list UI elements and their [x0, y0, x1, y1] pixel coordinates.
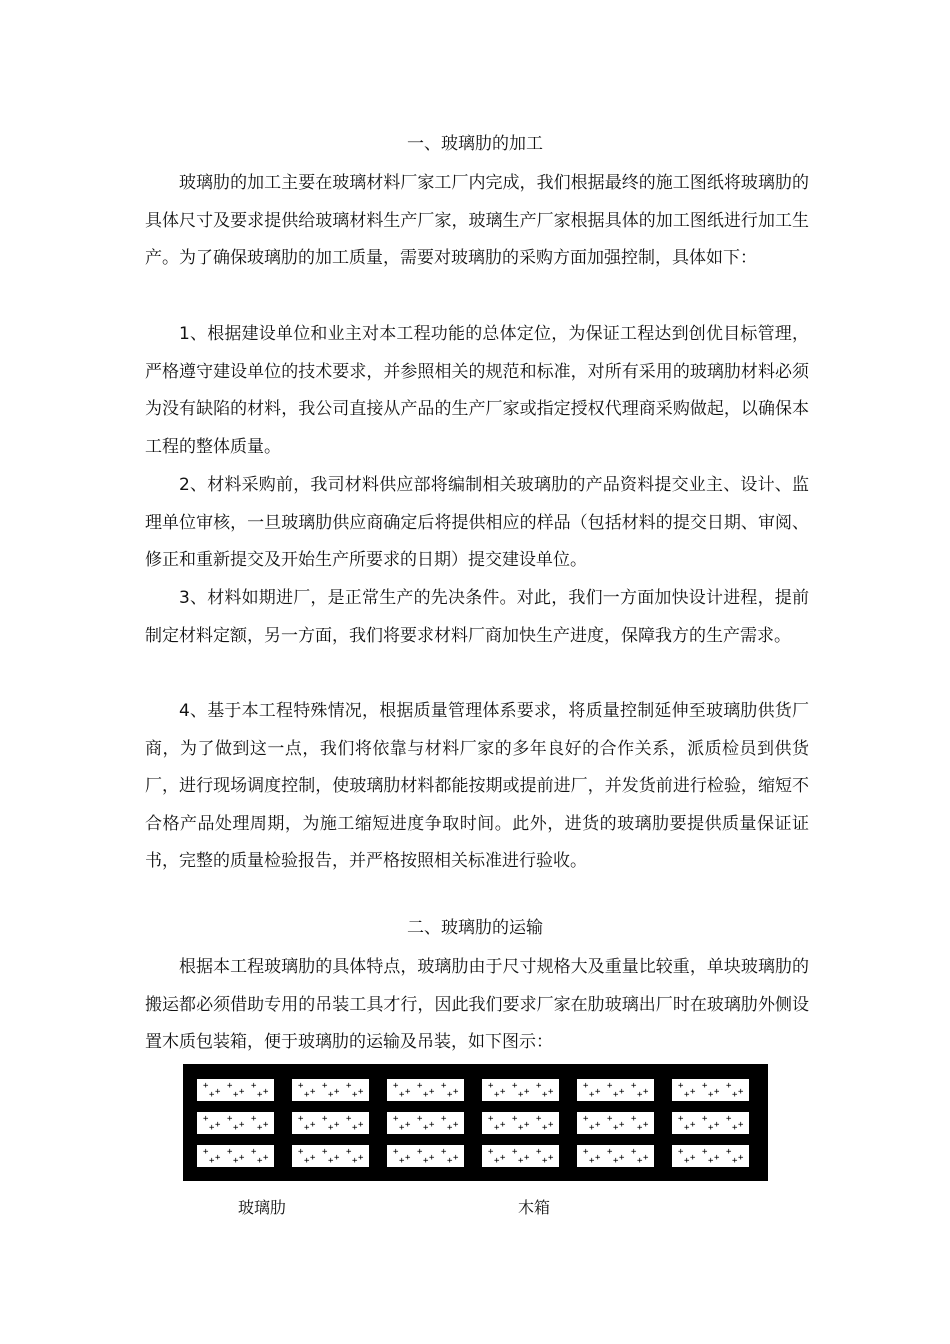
crate-texture-mark: + — [637, 1156, 643, 1166]
glass-fin-crate — [672, 1112, 749, 1134]
crate-texture-mark: + — [643, 1087, 649, 1097]
crate-texture-mark: + — [346, 1147, 352, 1157]
crate-texture-mark: + — [227, 1114, 233, 1124]
crate-texture-mark: + — [684, 1156, 690, 1166]
crate-texture-mark: + — [441, 1114, 447, 1124]
paragraph-item-1: 1、根据建设单位和业主对本工程功能的总体定位，为保证工程达到创优目标管理，严格遵守建设单位的技术要求，并参照相关的规范和标准，对所有采用的玻璃肋材料必须为没有缺陷的材料，我公司直接从产品的生产厂家或指定授权代理商采购做起，以确保本工程的整体质量。 — [145, 324, 809, 457]
crate-texture-mark: + — [738, 1120, 744, 1130]
crate-texture-mark: + — [358, 1153, 364, 1163]
crate-texture-mark: + — [405, 1120, 411, 1130]
crate-texture-mark: + — [417, 1147, 423, 1157]
crate-texture-mark: + — [352, 1156, 358, 1166]
crate-texture-mark: + — [429, 1087, 435, 1097]
crate-texture-mark: + — [239, 1087, 245, 1097]
crate-texture-mark: + — [328, 1123, 334, 1133]
crate-texture-mark: + — [334, 1120, 340, 1130]
crate-texture-mark: + — [613, 1090, 619, 1100]
crate-texture-mark: + — [239, 1153, 245, 1163]
crate-texture-mark: + — [607, 1147, 613, 1157]
crate-texture-mark: + — [257, 1123, 263, 1133]
crate-texture-mark: + — [209, 1156, 215, 1166]
crate-texture-mark: + — [304, 1156, 310, 1166]
crate-texture-mark: + — [643, 1120, 649, 1130]
glass-fin-crate — [387, 1079, 464, 1101]
glass-fin-crate — [387, 1112, 464, 1134]
crate-texture-mark: + — [298, 1081, 304, 1091]
crate-texture-mark: + — [702, 1114, 708, 1124]
crate-texture-mark: + — [708, 1090, 714, 1100]
crate-texture-mark: + — [304, 1090, 310, 1100]
crate-texture-mark: + — [684, 1123, 690, 1133]
crate-texture-mark: + — [702, 1081, 708, 1091]
crate-texture-mark: + — [399, 1156, 405, 1166]
crate-texture-mark: + — [233, 1123, 239, 1133]
crate-texture-mark: + — [595, 1153, 601, 1163]
crate-texture-mark: + — [738, 1153, 744, 1163]
crate-texture-mark: + — [583, 1147, 589, 1157]
crate-texture-mark: + — [298, 1147, 304, 1157]
crate-texture-mark: + — [542, 1090, 548, 1100]
crate-texture-mark: + — [726, 1114, 732, 1124]
crate-texture-mark: + — [310, 1087, 316, 1097]
crate-texture-mark: + — [542, 1156, 548, 1166]
crate-texture-mark: + — [358, 1087, 364, 1097]
crate-texture-mark: + — [322, 1114, 328, 1124]
crate-texture-mark: + — [358, 1120, 364, 1130]
crate-texture-mark: + — [548, 1087, 554, 1097]
crate-texture-mark: + — [429, 1120, 435, 1130]
crate-texture-mark: + — [583, 1081, 589, 1091]
crate-texture-mark: + — [690, 1087, 696, 1097]
glass-fin-crate — [577, 1145, 654, 1167]
crate-texture-mark: + — [417, 1114, 423, 1124]
crate-texture-mark: + — [678, 1147, 684, 1157]
crate-texture-mark: + — [613, 1156, 619, 1166]
crate-texture-mark: + — [203, 1081, 209, 1091]
crate-texture-mark: + — [708, 1123, 714, 1133]
crate-texture-mark: + — [393, 1147, 399, 1157]
crate-texture-mark: + — [726, 1081, 732, 1091]
crate-texture-mark: + — [203, 1147, 209, 1157]
crate-texture-mark: + — [488, 1081, 494, 1091]
crate-texture-mark: + — [346, 1114, 352, 1124]
crate-texture-mark: + — [334, 1153, 340, 1163]
crate-texture-mark: + — [678, 1114, 684, 1124]
paragraph-item-3: 3、材料如期进厂，是正常生产的先决条件。对此，我们一方面加快设计进程，提前制定材料定额，另一方面，我们将要求材料厂商加快生产进度，保障我方的生产需求。 — [145, 588, 809, 646]
crate-texture-mark: + — [405, 1087, 411, 1097]
crate-texture-mark: + — [215, 1153, 221, 1163]
crate-texture-mark: + — [708, 1156, 714, 1166]
glass-fin-crate — [292, 1112, 369, 1134]
glass-fin-crate — [482, 1145, 559, 1167]
crate-texture-mark: + — [488, 1147, 494, 1157]
glass-fin-crate — [292, 1079, 369, 1101]
crate-texture-mark: + — [524, 1087, 530, 1097]
crate-texture-mark: + — [310, 1153, 316, 1163]
crate-texture-mark: + — [500, 1120, 506, 1130]
crate-texture-mark: + — [203, 1114, 209, 1124]
crate-texture-mark: + — [595, 1120, 601, 1130]
crate-texture-mark: + — [263, 1087, 269, 1097]
crate-texture-mark: + — [453, 1087, 459, 1097]
crate-texture-mark: + — [619, 1153, 625, 1163]
crate-texture-mark: + — [732, 1156, 738, 1166]
crate-texture-mark: + — [494, 1156, 500, 1166]
crate-texture-mark: + — [732, 1123, 738, 1133]
crate-texture-mark: + — [690, 1153, 696, 1163]
glass-fin-crate — [197, 1112, 274, 1134]
crate-texture-mark: + — [251, 1081, 257, 1091]
crate-texture-mark: + — [423, 1090, 429, 1100]
crate-texture-mark: + — [251, 1114, 257, 1124]
crate-texture-mark: + — [447, 1123, 453, 1133]
wooden-crate-figure — [183, 1064, 768, 1181]
crate-texture-mark: + — [512, 1147, 518, 1157]
crate-texture-mark: + — [239, 1120, 245, 1130]
crate-texture-mark: + — [589, 1156, 595, 1166]
crate-texture-mark: + — [643, 1153, 649, 1163]
crate-texture-mark: + — [726, 1147, 732, 1157]
crate-texture-mark: + — [322, 1081, 328, 1091]
crate-texture-mark: + — [518, 1090, 524, 1100]
crate-texture-mark: + — [738, 1087, 744, 1097]
crate-texture-mark: + — [423, 1123, 429, 1133]
crate-texture-mark: + — [263, 1120, 269, 1130]
glass-fin-crate — [577, 1112, 654, 1134]
crate-texture-mark: + — [714, 1087, 720, 1097]
crate-texture-mark: + — [346, 1081, 352, 1091]
crate-texture-mark: + — [619, 1087, 625, 1097]
crate-texture-mark: + — [215, 1087, 221, 1097]
crate-texture-mark: + — [494, 1090, 500, 1100]
glass-fin-crate — [197, 1079, 274, 1101]
crate-texture-mark: + — [678, 1081, 684, 1091]
crate-texture-mark: + — [595, 1087, 601, 1097]
crate-texture-mark: + — [453, 1120, 459, 1130]
crate-texture-mark: + — [607, 1081, 613, 1091]
paragraph-intro: 玻璃肋的加工主要在玻璃材料厂家工厂内完成，我们根据最终的施工图纸将玻璃肋的具体尺寸及要求提供给玻璃材料生产厂家，玻璃生产厂家根据具体的加工图纸进行加工生产。为了确保玻璃肋的加工质量，需要对玻璃肋的采购方面加强控制，具体如下： — [145, 173, 809, 269]
crate-texture-mark: + — [589, 1090, 595, 1100]
crate-texture-mark: + — [512, 1114, 518, 1124]
crate-texture-mark: + — [631, 1147, 637, 1157]
crate-texture-mark: + — [500, 1153, 506, 1163]
crate-texture-mark: + — [352, 1123, 358, 1133]
crate-texture-mark: + — [310, 1120, 316, 1130]
crate-texture-mark: + — [263, 1153, 269, 1163]
crate-texture-mark: + — [399, 1123, 405, 1133]
crate-texture-mark: + — [417, 1081, 423, 1091]
paragraph-item-2: 2、材料采购前，我司材料供应部将编制相关玻璃肋的产品资料提交业主、设计、监理单位审核，一旦玻璃肋供应商确定后将提供相应的样品（包括材料的提交日期、审阅、修正和重新提交及开始生产所要求的日期）提交建设单位。 — [145, 475, 809, 571]
crate-texture-mark: + — [304, 1123, 310, 1133]
glass-fin-crate — [672, 1079, 749, 1101]
crate-texture-mark: + — [429, 1153, 435, 1163]
crate-texture-mark: + — [536, 1081, 542, 1091]
crate-texture-mark: + — [536, 1114, 542, 1124]
crate-texture-mark: + — [488, 1114, 494, 1124]
glass-fin-crate — [672, 1145, 749, 1167]
crate-texture-mark: + — [233, 1156, 239, 1166]
glass-fin-crate — [197, 1145, 274, 1167]
crate-texture-mark: + — [637, 1123, 643, 1133]
crate-texture-mark: + — [542, 1123, 548, 1133]
crate-texture-mark: + — [441, 1147, 447, 1157]
crate-texture-mark: + — [233, 1090, 239, 1100]
crate-texture-mark: + — [548, 1153, 554, 1163]
caption-wooden-box: 木箱 — [518, 1198, 551, 1217]
section-heading-processing: 一、玻璃肋的加工 — [407, 134, 543, 154]
glass-fin-crate — [482, 1079, 559, 1101]
crate-texture-mark: + — [536, 1147, 542, 1157]
crate-texture-mark: + — [399, 1090, 405, 1100]
crate-texture-mark: + — [500, 1087, 506, 1097]
crate-texture-mark: + — [328, 1090, 334, 1100]
crate-texture-mark: + — [209, 1090, 215, 1100]
section-heading-transport: 二、玻璃肋的运输 — [407, 918, 543, 938]
crate-texture-mark: + — [690, 1120, 696, 1130]
crate-texture-mark: + — [251, 1147, 257, 1157]
crate-texture-mark: + — [298, 1114, 304, 1124]
crate-texture-mark: + — [518, 1123, 524, 1133]
crate-texture-mark: + — [447, 1090, 453, 1100]
crate-texture-mark: + — [631, 1081, 637, 1091]
crate-texture-mark: + — [589, 1123, 595, 1133]
crate-texture-mark: + — [423, 1156, 429, 1166]
crate-texture-mark: + — [518, 1156, 524, 1166]
crate-texture-mark: + — [732, 1090, 738, 1100]
crate-texture-mark: + — [257, 1156, 263, 1166]
crate-texture-mark: + — [684, 1090, 690, 1100]
crate-texture-mark: + — [524, 1153, 530, 1163]
crate-texture-mark: + — [702, 1147, 708, 1157]
crate-texture-mark: + — [583, 1114, 589, 1124]
crate-texture-mark: + — [334, 1087, 340, 1097]
crate-texture-mark: + — [619, 1120, 625, 1130]
crate-texture-mark: + — [631, 1114, 637, 1124]
crate-texture-mark: + — [393, 1081, 399, 1091]
crate-texture-mark: + — [524, 1120, 530, 1130]
glass-fin-crate — [292, 1145, 369, 1167]
crate-texture-mark: + — [352, 1090, 358, 1100]
crate-texture-mark: + — [447, 1156, 453, 1166]
crate-texture-mark: + — [405, 1153, 411, 1163]
crate-texture-mark: + — [322, 1147, 328, 1157]
glass-fin-crate — [577, 1079, 654, 1101]
crate-texture-mark: + — [714, 1120, 720, 1130]
crate-texture-mark: + — [227, 1147, 233, 1157]
crate-texture-mark: + — [441, 1081, 447, 1091]
crate-texture-mark: + — [453, 1153, 459, 1163]
caption-glass-fin: 玻璃肋 — [238, 1198, 287, 1217]
crate-texture-mark: + — [393, 1114, 399, 1124]
glass-fin-crate — [482, 1112, 559, 1134]
crate-texture-mark: + — [215, 1120, 221, 1130]
crate-texture-mark: + — [512, 1081, 518, 1091]
crate-texture-mark: + — [607, 1114, 613, 1124]
crate-texture-mark: + — [209, 1123, 215, 1133]
crate-texture-mark: + — [494, 1123, 500, 1133]
glass-fin-crate — [387, 1145, 464, 1167]
crate-texture-mark: + — [714, 1153, 720, 1163]
crate-texture-mark: + — [257, 1090, 263, 1100]
crate-texture-mark: + — [637, 1090, 643, 1100]
crate-texture-mark: + — [328, 1156, 334, 1166]
paragraph-item-4: 4、基于本工程特殊情况，根据质量管理体系要求，将质量控制延伸至玻璃肋供货厂商，为了做到这一点，我们将依靠与材料厂家的多年良好的合作关系，派质检员到供货厂，进行现场调度控制，使玻璃肋材料都能按期或提前进厂，并发货前进行检验，缩短不合格产品处理周期，为施工缩短进度争取时间。此外，进货的玻璃肋要提供质量保证证书，完整的质量检验报告，并严格按照相关标准进行验收。 — [145, 701, 809, 872]
crate-texture-mark: + — [548, 1120, 554, 1130]
paragraph-transport: 根据本工程玻璃肋的具体特点，玻璃肋由于尺寸规格大及重量比较重，单块玻璃肋的搬运都必须借助专用的吊装工具才行，因此我们要求厂家在肋玻璃出厂时在玻璃肋外侧设置木质包装箱，便于玻璃肋的运输及吊装，如下图示： — [145, 957, 809, 1053]
crate-texture-mark: + — [613, 1123, 619, 1133]
crate-texture-mark: + — [227, 1081, 233, 1091]
